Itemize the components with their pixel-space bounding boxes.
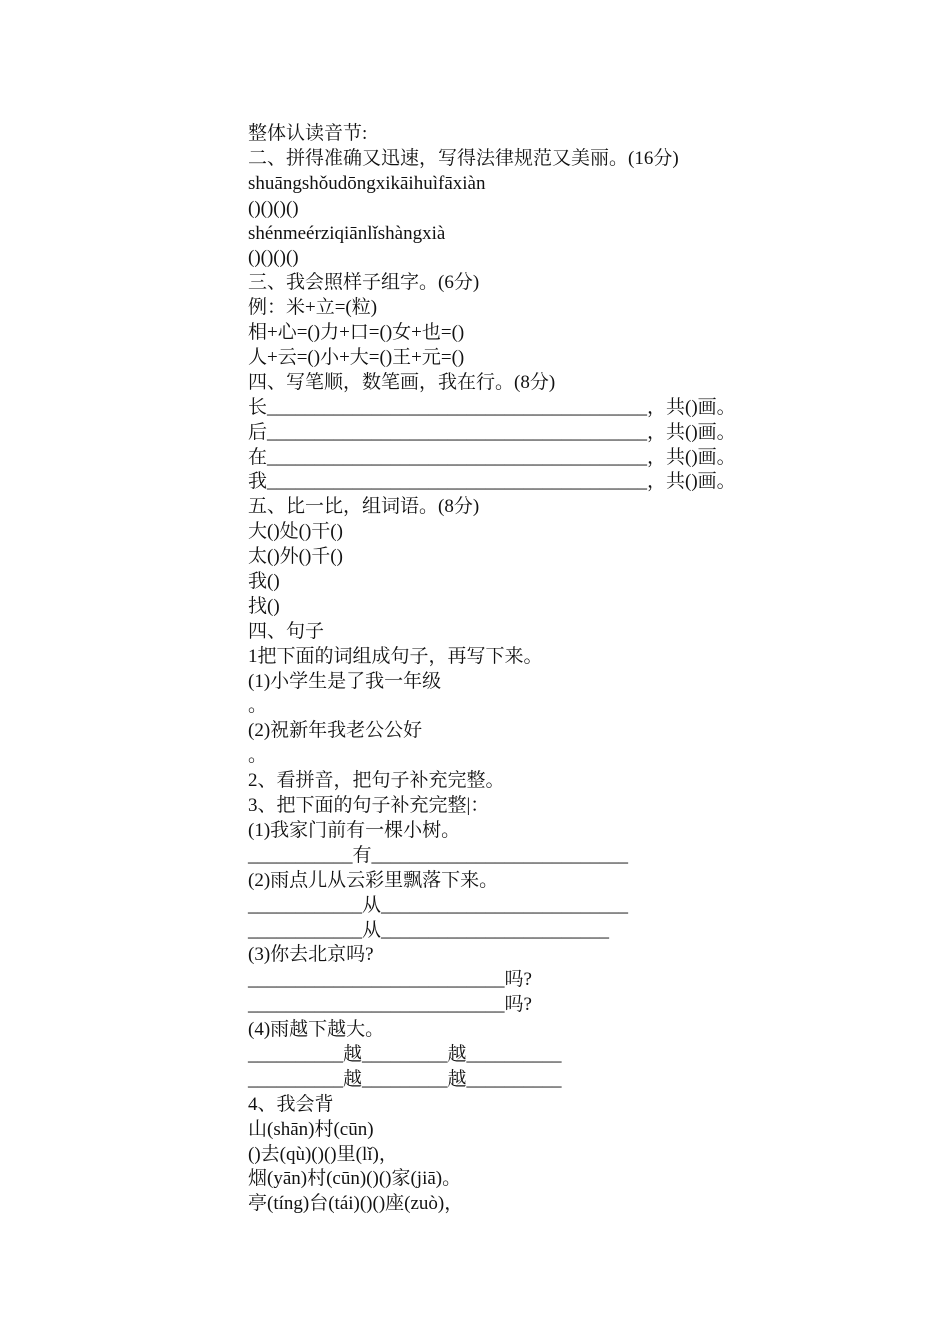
question-line: (1)小学生是了我一年级 — [248, 670, 442, 692]
question-line: (4)雨越下越大。 — [248, 1019, 385, 1041]
poem-line: 亭(tíng)台(tái)()()座(zuò)， — [248, 1193, 464, 1215]
poem-line: ()去(qù)()()里(lǐ)， — [248, 1143, 398, 1165]
pinyin-line: shénmeérziqiānlǐshàngxià — [248, 222, 446, 244]
exercise-line: 我() — [248, 571, 280, 593]
example-line: 例：米+立=(粒) — [248, 297, 378, 319]
exercise-line: 找() — [248, 595, 280, 617]
question-line: 4、我会背 — [248, 1093, 334, 1115]
fill-in-line: __________越_________越__________ — [248, 1068, 562, 1090]
question-line: 2、看拼音，把句子补充完整。 — [248, 770, 505, 792]
fill-in-line: ____________从________________________ — [248, 919, 610, 941]
question-line: 3、把下面的句子补充完整|： — [248, 795, 490, 817]
fill-in-line: ___________有___________________________ — [248, 844, 629, 866]
section-heading: 二、拼得准确又迅速，写得法律规范又美丽。(16分) — [248, 147, 679, 169]
section-heading: 四、句子 — [248, 620, 325, 642]
stroke-order-line: 在________________________________________，共()画。 — [248, 446, 736, 468]
answer-line: 。 — [248, 695, 268, 717]
question-line: (2)祝新年我老公公好 — [248, 720, 423, 742]
exercise-line: 相+心=()力+口=()女+也=() — [248, 322, 465, 344]
text-line: 整体认读音节: — [248, 123, 368, 144]
exercise-line: 太()外()千() — [248, 546, 343, 568]
stroke-order-line: 长________________________________________，共()画。 — [248, 396, 736, 418]
answer-blanks: ()()()() — [248, 197, 299, 219]
question-line: (2)雨点儿从云彩里飘落下来。 — [248, 869, 499, 891]
fill-in-line: ___________________________吗? — [248, 969, 532, 991]
fill-in-line: __________越_________越__________ — [248, 1043, 562, 1065]
answer-line: 。 — [248, 745, 268, 767]
stroke-order-line: 后________________________________________，共()画。 — [248, 421, 736, 443]
question-line: (1)我家门前有一棵小树。 — [248, 819, 461, 841]
stroke-order-line: 我________________________________________，共()画。 — [248, 471, 736, 493]
question-line: 1把下面的词组成句子，再写下来。 — [248, 645, 543, 667]
section-heading: 四、写笔顺，数笔画，我在行。(8分) — [248, 371, 556, 393]
poem-line: 烟(yān)村(cūn)()()家(jiā)。 — [248, 1168, 462, 1190]
poem-line: 山(shān)村(cūn) — [248, 1118, 374, 1140]
exercise-line: 人+云=()小+大=()王+元=() — [248, 347, 465, 369]
section-heading: 三、我会照样子组字。(6分) — [248, 272, 480, 294]
question-line: (3)你去北京吗? — [248, 944, 374, 966]
pinyin-line: shuāngshǒudōngxikāihuìfāxiàn — [248, 172, 486, 194]
answer-blanks: ()()()() — [248, 247, 299, 269]
exercise-line: 大()处()干() — [248, 521, 343, 543]
document-body — [248, 122, 808, 1217]
fill-in-line: ___________________________吗? — [248, 994, 532, 1016]
fill-in-line: ____________从__________________________ — [248, 894, 629, 916]
section-heading: 五、比一比，组词语。(8分) — [248, 496, 480, 518]
